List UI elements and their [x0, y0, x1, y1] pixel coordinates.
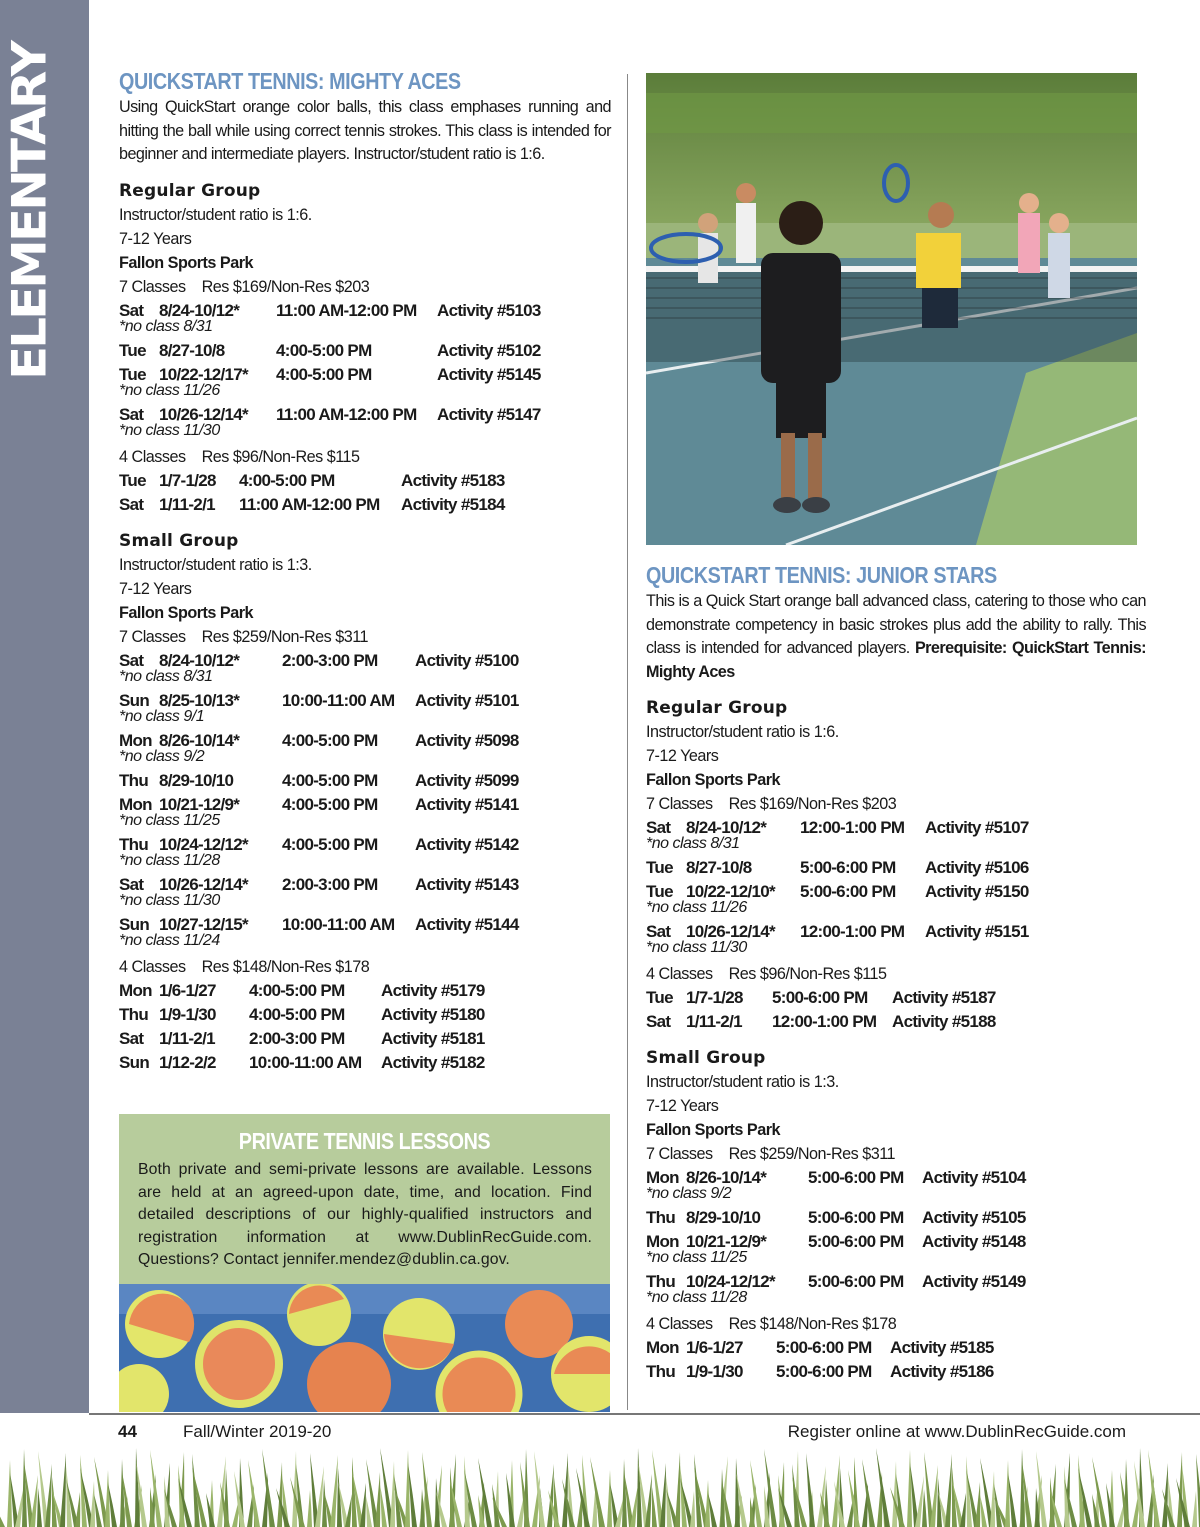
row-day: Tue [119, 364, 146, 384]
no-class-note: *no class 11/30 [646, 939, 747, 956]
row-time: 4:00-5:00 PM [282, 834, 378, 854]
row-activity: Activity #5105 [922, 1208, 1026, 1227]
footer-rule [89, 1413, 1200, 1415]
row-activity: Activity #5106 [925, 858, 1029, 877]
row-time: 5:00-6:00 PM [808, 1168, 904, 1187]
row-day: Mon [119, 794, 152, 814]
row-day: Sat [119, 1028, 144, 1048]
page-number: 44 [118, 1422, 137, 1441]
row-day: Sat [119, 494, 144, 514]
ratio-text: Instructor/student ratio is 1:3. [646, 1073, 839, 1091]
no-class-note: *no class 9/2 [646, 1185, 732, 1202]
no-class-note: *no class 11/25 [119, 811, 220, 829]
row-time: 5:00-6:00 PM [800, 858, 896, 877]
regular-group [646, 696, 1146, 1034]
row-day: Sun [119, 914, 150, 934]
row-activity: Activity #5144 [415, 914, 519, 934]
junior-stars-section [646, 560, 1146, 1384]
row-dates: 10/24-12/12* [159, 834, 248, 854]
grass-decoration [0, 1445, 1200, 1527]
no-class-note: *no class 11/28 [119, 851, 220, 869]
row-activity: Activity #5179 [381, 980, 485, 1000]
row-dates: 8/24-10/12* [686, 818, 767, 837]
row-activity: Activity #5187 [892, 988, 996, 1007]
row-dates: 8/26-10/14* [159, 730, 240, 750]
row-day: Sat [119, 404, 144, 424]
regular-group [119, 179, 611, 517]
schedule-row [646, 1336, 1146, 1360]
age-range: 7-12 Years [646, 747, 719, 765]
schedule-row [646, 1206, 1146, 1230]
row-activity: Activity #5147 [437, 404, 541, 424]
row-time: 11:00 AM-12:00 PM [239, 494, 380, 514]
row-time: 4:00-5:00 PM [276, 340, 372, 360]
row-time: 4:00-5:00 PM [282, 730, 378, 750]
schedule-row [119, 469, 611, 493]
row-time: 5:00-6:00 PM [776, 1362, 872, 1381]
row-activity: Activity #5143 [415, 874, 519, 894]
row-day: Thu [646, 1272, 676, 1291]
row-day: Thu [646, 1208, 676, 1227]
row-dates: 8/27-10/8 [686, 858, 752, 877]
schedule-row [646, 856, 1146, 880]
row-dates: 8/27-10/8 [159, 340, 225, 360]
row-activity: Activity #5184 [401, 494, 505, 514]
no-class-note: *no class 8/31 [646, 835, 740, 852]
schedule-row [119, 979, 611, 1003]
group-heading: Small Group [119, 530, 239, 551]
row-day: Thu [646, 1362, 676, 1381]
row-day: Mon [119, 980, 152, 1000]
season-label: Fall/Winter 2019-20 [183, 1422, 332, 1441]
location: Fallon Sports Park [119, 253, 254, 272]
row-activity: Activity #5100 [415, 650, 519, 670]
row-dates: 1/11-2/1 [159, 1028, 215, 1048]
row-time: 11:00 AM-12:00 PM [276, 300, 417, 320]
row-activity: Activity #5099 [415, 770, 519, 790]
fee-line: 7 Classes Res $259/Non-Res $311 [119, 627, 369, 646]
no-class-note: *no class 11/30 [119, 421, 220, 439]
no-class-note: *no class 11/26 [119, 381, 220, 399]
row-day: Mon [646, 1168, 679, 1187]
small-group [119, 529, 611, 1075]
fee-line: 7 Classes Res $169/Non-Res $203 [646, 795, 897, 813]
row-day: Tue [646, 858, 673, 877]
row-dates: 1/11-2/1 [159, 494, 215, 514]
row-activity: Activity #5150 [925, 882, 1029, 901]
fee-line: 7 Classes Res $259/Non-Res $311 [646, 1145, 896, 1163]
row-time: 4:00-5:00 PM [249, 1004, 345, 1024]
schedule-row [119, 1003, 611, 1027]
row-dates: 10/24-12/12* [686, 1272, 775, 1291]
row-dates: 10/22-12/10* [686, 882, 775, 901]
prerequisite: Prerequisite: QuickStart Tennis: Mighty Aces [646, 639, 1147, 681]
schedule-row [119, 339, 611, 363]
no-class-note: *no class 11/24 [119, 931, 220, 949]
row-dates: 1/9-1/30 [686, 1362, 743, 1381]
row-dates: 1/6-1/27 [686, 1338, 743, 1357]
ratio-text: Instructor/student ratio is 1:6. [646, 723, 839, 741]
row-dates: 1/12-2/2 [159, 1052, 216, 1072]
schedule-row [646, 1010, 1146, 1034]
schedule-row [119, 769, 611, 793]
no-class-note: *no class 11/28 [646, 1289, 747, 1306]
no-class-note: *no class 11/25 [646, 1249, 747, 1266]
row-time: 5:00-6:00 PM [772, 988, 868, 1007]
location: Fallon Sports Park [119, 603, 254, 622]
private-lessons-title: PRIVATE TENNIS LESSONS [238, 1128, 491, 1154]
row-activity: Activity #5180 [381, 1004, 485, 1024]
age-range: 7-12 Years [646, 1097, 719, 1115]
row-dates: 8/26-10/14* [686, 1168, 767, 1187]
schedule-row [646, 1360, 1146, 1384]
row-day: Sat [646, 922, 671, 941]
fee-line: 4 Classes Res $148/Non-Res $178 [119, 957, 370, 976]
row-time: 2:00-3:00 PM [249, 1028, 345, 1048]
no-class-note: *no class 9/1 [119, 707, 205, 725]
row-dates: 1/11-2/1 [686, 1012, 742, 1031]
row-activity: Activity #5141 [415, 794, 519, 814]
row-activity: Activity #5148 [922, 1232, 1026, 1251]
row-day: Sat [119, 300, 144, 320]
row-day: Sun [119, 690, 150, 710]
row-day: Sat [646, 818, 671, 837]
row-dates: 8/29-10/10 [159, 770, 234, 790]
row-time: 5:00-6:00 PM [808, 1272, 904, 1291]
row-dates: 10/22-12/17* [159, 364, 248, 384]
schedule-row [119, 493, 611, 517]
row-dates: 10/21-12/9* [159, 794, 240, 814]
row-activity: Activity #5149 [922, 1272, 1026, 1291]
row-dates: 1/7-1/28 [686, 988, 743, 1007]
description-text: This is a Quick Start orange ball advanced class, catering to those who can demonstrate competency in basic strokes plus add the ability to rally. This class is intended for advanced players. [646, 592, 1146, 657]
row-time: 4:00-5:00 PM [239, 470, 335, 490]
mighty-aces-section [119, 66, 611, 1075]
row-day: Thu [119, 1004, 149, 1024]
row-time: 10:00-11:00 AM [282, 914, 395, 934]
row-activity: Activity #5186 [890, 1362, 994, 1381]
row-day: Sat [119, 874, 144, 894]
private-lessons-text: Both private and semi-private lessons are available. Lessons are held at an agreed-upon date, time, and location. Find detailed descriptions of our highly-qualified instructors and registration information at www.DublinRecGuide.com. Questions? Contact jennifer.mendez@dublin.ca.gov. [138, 1161, 592, 1268]
column-divider [627, 74, 628, 1410]
tennis-kids-photo [646, 73, 1137, 545]
fee-line: 7 Classes Res $169/Non-Res $203 [119, 277, 370, 296]
schedule-row [646, 986, 1146, 1010]
row-day: Tue [119, 340, 146, 360]
schedule-row [119, 1027, 611, 1051]
row-day: Tue [646, 988, 673, 1007]
row-dates: 10/26-12/14* [686, 922, 775, 941]
location: Fallon Sports Park [646, 771, 781, 789]
row-dates: 8/25-10/13* [159, 690, 240, 710]
row-activity: Activity #5145 [437, 364, 541, 384]
row-time: 5:00-6:00 PM [800, 882, 896, 901]
row-time: 2:00-3:00 PM [282, 650, 378, 670]
age-range: 7-12 Years [119, 579, 192, 598]
row-day: Sat [646, 1012, 671, 1031]
no-class-note: *no class 11/26 [646, 899, 747, 916]
row-dates: 8/29-10/10 [686, 1208, 761, 1227]
row-dates: 10/26-12/14* [159, 874, 248, 894]
no-class-note: *no class 8/31 [119, 667, 213, 685]
section-title: QUICKSTART TENNIS: MIGHTY ACES [119, 68, 461, 94]
row-activity: Activity #5185 [890, 1338, 994, 1357]
no-class-note: *no class 8/31 [119, 317, 213, 335]
row-time: 4:00-5:00 PM [249, 980, 345, 1000]
sidebar-band [0, 0, 89, 1413]
row-day: Sat [119, 650, 144, 670]
row-activity: Activity #5142 [415, 834, 519, 854]
row-day: Mon [646, 1338, 679, 1357]
ratio-text: Instructor/student ratio is 1:3. [119, 555, 312, 574]
row-time: 2:00-3:00 PM [282, 874, 378, 894]
row-dates: 8/24-10/12* [159, 650, 240, 670]
tennis-balls-photo [119, 1284, 610, 1412]
location: Fallon Sports Park [646, 1121, 781, 1139]
no-class-note: *no class 9/2 [119, 747, 205, 765]
row-dates: 1/9-1/30 [159, 1004, 216, 1024]
row-time: 12:00-1:00 PM [772, 1012, 877, 1031]
row-dates: 1/6-1/27 [159, 980, 216, 1000]
row-day: Sun [119, 1052, 150, 1072]
row-day: Thu [119, 834, 149, 854]
row-day: Thu [119, 770, 149, 790]
row-day: Tue [646, 882, 673, 901]
row-day: Tue [119, 470, 146, 490]
row-dates: 10/26-12/14* [159, 404, 248, 424]
schedule-row [119, 1051, 611, 1075]
row-dates: 10/27-12/15* [159, 914, 248, 934]
row-activity: Activity #5104 [922, 1168, 1026, 1187]
row-dates: 10/21-12/9* [686, 1232, 767, 1251]
section-description: Using QuickStart orange color balls, this class emphases running and hitting the ball while using correct tennis strokes. This class is intended for beginner and intermediate players. Instructor/student ratio is 1:6. [119, 98, 611, 163]
row-dates: 1/7-1/28 [159, 470, 216, 490]
row-day: Mon [646, 1232, 679, 1251]
group-heading: Regular Group [646, 698, 788, 718]
row-time: 4:00-5:00 PM [276, 364, 372, 384]
row-time: 5:00-6:00 PM [808, 1232, 904, 1251]
row-time: 12:00-1:00 PM [800, 922, 905, 941]
row-time: 5:00-6:00 PM [808, 1208, 904, 1227]
row-time: 10:00-11:00 AM [282, 690, 395, 710]
row-dates: 8/24-10/12* [159, 300, 240, 320]
row-activity: Activity #5182 [381, 1052, 485, 1072]
no-class-note: *no class 11/30 [119, 891, 220, 909]
row-activity: Activity #5188 [892, 1012, 996, 1031]
row-time: 11:00 AM-12:00 PM [276, 404, 417, 424]
row-activity: Activity #5103 [437, 300, 541, 320]
row-activity: Activity #5102 [437, 340, 541, 360]
group-heading: Small Group [646, 1048, 766, 1068]
row-time: 12:00-1:00 PM [800, 818, 905, 837]
fee-line: 4 Classes Res $148/Non-Res $178 [646, 1315, 897, 1333]
row-day: Mon [119, 730, 152, 750]
row-time: 5:00-6:00 PM [776, 1338, 872, 1357]
row-activity: Activity #5183 [401, 470, 505, 490]
section-description [646, 590, 1146, 684]
row-activity: Activity #5098 [415, 730, 519, 750]
small-group [646, 1046, 1146, 1384]
row-time: 4:00-5:00 PM [282, 794, 378, 814]
fee-line: 4 Classes Res $96/Non-Res $115 [646, 965, 887, 983]
section-title: QUICKSTART TENNIS: JUNIOR STARS [646, 562, 997, 588]
row-activity: Activity #5181 [381, 1028, 485, 1048]
sidebar-label: ELEMENTARY [2, 43, 58, 380]
row-time: 4:00-5:00 PM [282, 770, 378, 790]
private-lessons-box [119, 1114, 610, 1284]
group-heading: Regular Group [119, 180, 261, 201]
row-time: 10:00-11:00 AM [249, 1052, 362, 1072]
row-activity: Activity #5151 [925, 922, 1029, 941]
row-activity: Activity #5107 [925, 818, 1029, 837]
fee-line: 4 Classes Res $96/Non-Res $115 [119, 447, 360, 466]
age-range: 7-12 Years [119, 229, 192, 248]
register-link[interactable]: Register online at www.DublinRecGuide.com [787, 1422, 1126, 1441]
ratio-text: Instructor/student ratio is 1:6. [119, 205, 312, 224]
row-activity: Activity #5101 [415, 690, 519, 710]
